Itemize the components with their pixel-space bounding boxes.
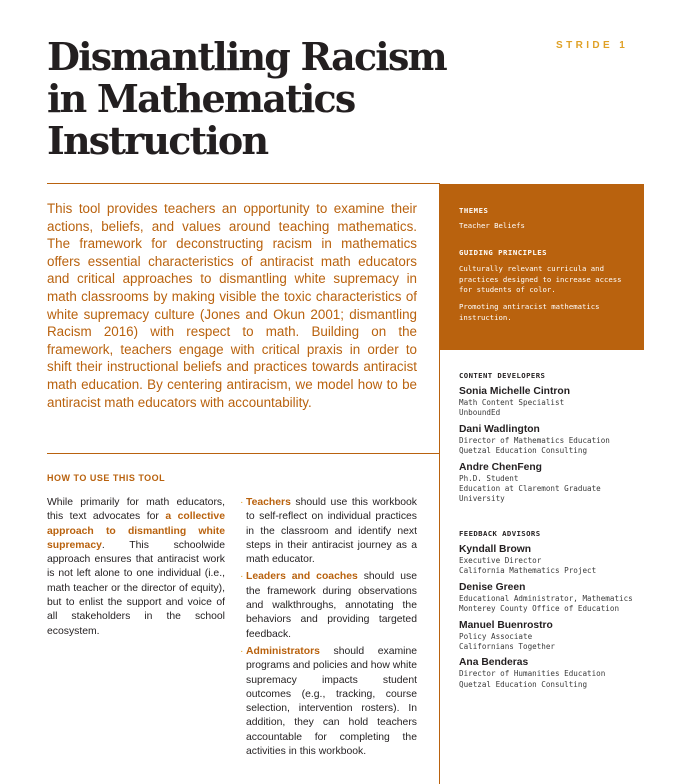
page-title [47,36,487,162]
title-line-1: Dismantling Racism [47,34,446,79]
title-line-3: Instruction [47,118,268,163]
contributor-role: Math Content Specialist [459,398,565,407]
contributor-org-continued: University [459,494,505,504]
content-developers-heading: CONTENT DEVELOPERS [459,371,546,380]
guiding-principle-2: Promoting antiracist mathematics instruction. [459,302,600,322]
advisor-name: Manuel Buenrostro [459,619,553,631]
advisor [459,544,689,577]
contributor-org: Education at Claremont Graduate [459,484,601,494]
themes-label: THEMES [459,206,489,215]
bullet-text: should examine programs and policies and how white supremacy impacts student outcomes (e.g., tracking, course selection, intervention rosters). In addition, they can hold teachers accountable for completing the activities in this workbook. [246,645,417,758]
how-to-use-heading: HOW TO USE THIS TOOL [47,473,166,483]
contributor-role: Ph.D. Student [459,473,519,483]
bullet-text: should use the framework during observations and walkthroughs, annotating the behaviors and providing targeted feedback. [246,571,417,640]
advisor-org: Monterey County Office of Education [459,604,620,614]
guiding-principles-label: GUIDING PRINCIPLES [459,248,548,257]
bullet-dot-icon: · [240,645,244,657]
themes-value: Teacher Beliefs [459,221,525,230]
collective-approach-highlight: a collective approach to dismantling white supremacy [47,511,225,551]
bullet-text: should use this workbook to self-reflect on individual practices in the classroom and identify next steps in their antiracist journey as a math educator. [246,497,417,566]
bullet-keyword: Leaders and coaches [246,571,358,583]
contributor-org: UnboundEd [459,408,501,418]
advisor-name: Ana Benderas [459,657,529,669]
advisor-org: Californians Together [459,642,556,652]
paragraph-text-start: While primarily for math educators, this text advocates for [47,497,225,523]
advisor [459,657,689,690]
contributor-name: Sonia Michelle Cintron [459,386,570,397]
title-line-2: in Mathematics [47,76,355,121]
advisor-role: Executive Director [459,556,542,565]
feedback-advisors-section [459,529,689,695]
bullet-keyword: Administrators [246,645,320,657]
guiding-principle-1: Culturally relevant curricula and practices designed to increase access for students of color. [459,264,622,294]
paragraph-text-end: . This schoolwide approach ensures that antiracist work is not left alone to one individual (i.e., math teacher or the director of equity), but to enlist the support and voice of all stakeholders in the school ecosystem. [47,539,225,637]
advisor-name: Kyndall Brown [459,544,532,555]
bullet-dot-icon: · [240,571,244,583]
feedback-advisors-heading: FEEDBACK ADVISORS [459,529,541,538]
advisor-role: Director of Humanities Education [459,669,606,679]
list-item-teachers [240,496,417,567]
contributor-org: Quetzal Education Consulting [459,446,588,456]
list-item-administrators [240,645,417,759]
contributor [459,386,689,419]
how-to-use-paragraph [47,496,225,639]
advisor-org: California Mathematics Project [459,566,597,576]
advisor [459,582,689,615]
themes-box [440,184,644,350]
advisor-role: Educational Administrator, Mathematics [459,593,633,603]
contributor-name: Andre ChenFeng [459,461,542,473]
contributor [459,424,689,457]
contributor-role: Director of Mathematics Education [459,435,610,445]
audience-list [240,496,417,762]
advisor [459,620,689,653]
middle-divider [47,453,440,454]
list-item-leaders [240,570,417,641]
contributor [459,462,689,505]
bullet-dot-icon: · [240,497,244,508]
stride-label: STRIDE 1 [556,40,629,51]
top-divider [47,183,440,184]
advisor-name: Denise Green [459,581,526,593]
advisor-role: Policy Associate [459,631,533,641]
bullet-keyword: Teachers [246,497,291,508]
advisor-org: Quetzal Education Consulting [459,679,588,689]
content-developers-section [459,371,689,510]
contributor-name: Dani Wadlington [459,423,540,435]
intro-paragraph: This tool provides teachers an opportunity to examine their actions, beliefs, and values around teaching mathematics. The framework for deconstructing racism in mathematics offers essential characteristics of antiracist math educators and critical approaches to dismantling white supremacy in math classrooms by making visible the toxic characteristics of white supremacy culture (Jones and Okun 2001; dismantling Racism 2016) with respect to math. Building on the framework, teachers engage with critical praxis in order to shift their instructional beliefs and practices towards antiracist math education. By centering antiracism, we model how to be antiracist math educators with accountability. [47,201,417,410]
